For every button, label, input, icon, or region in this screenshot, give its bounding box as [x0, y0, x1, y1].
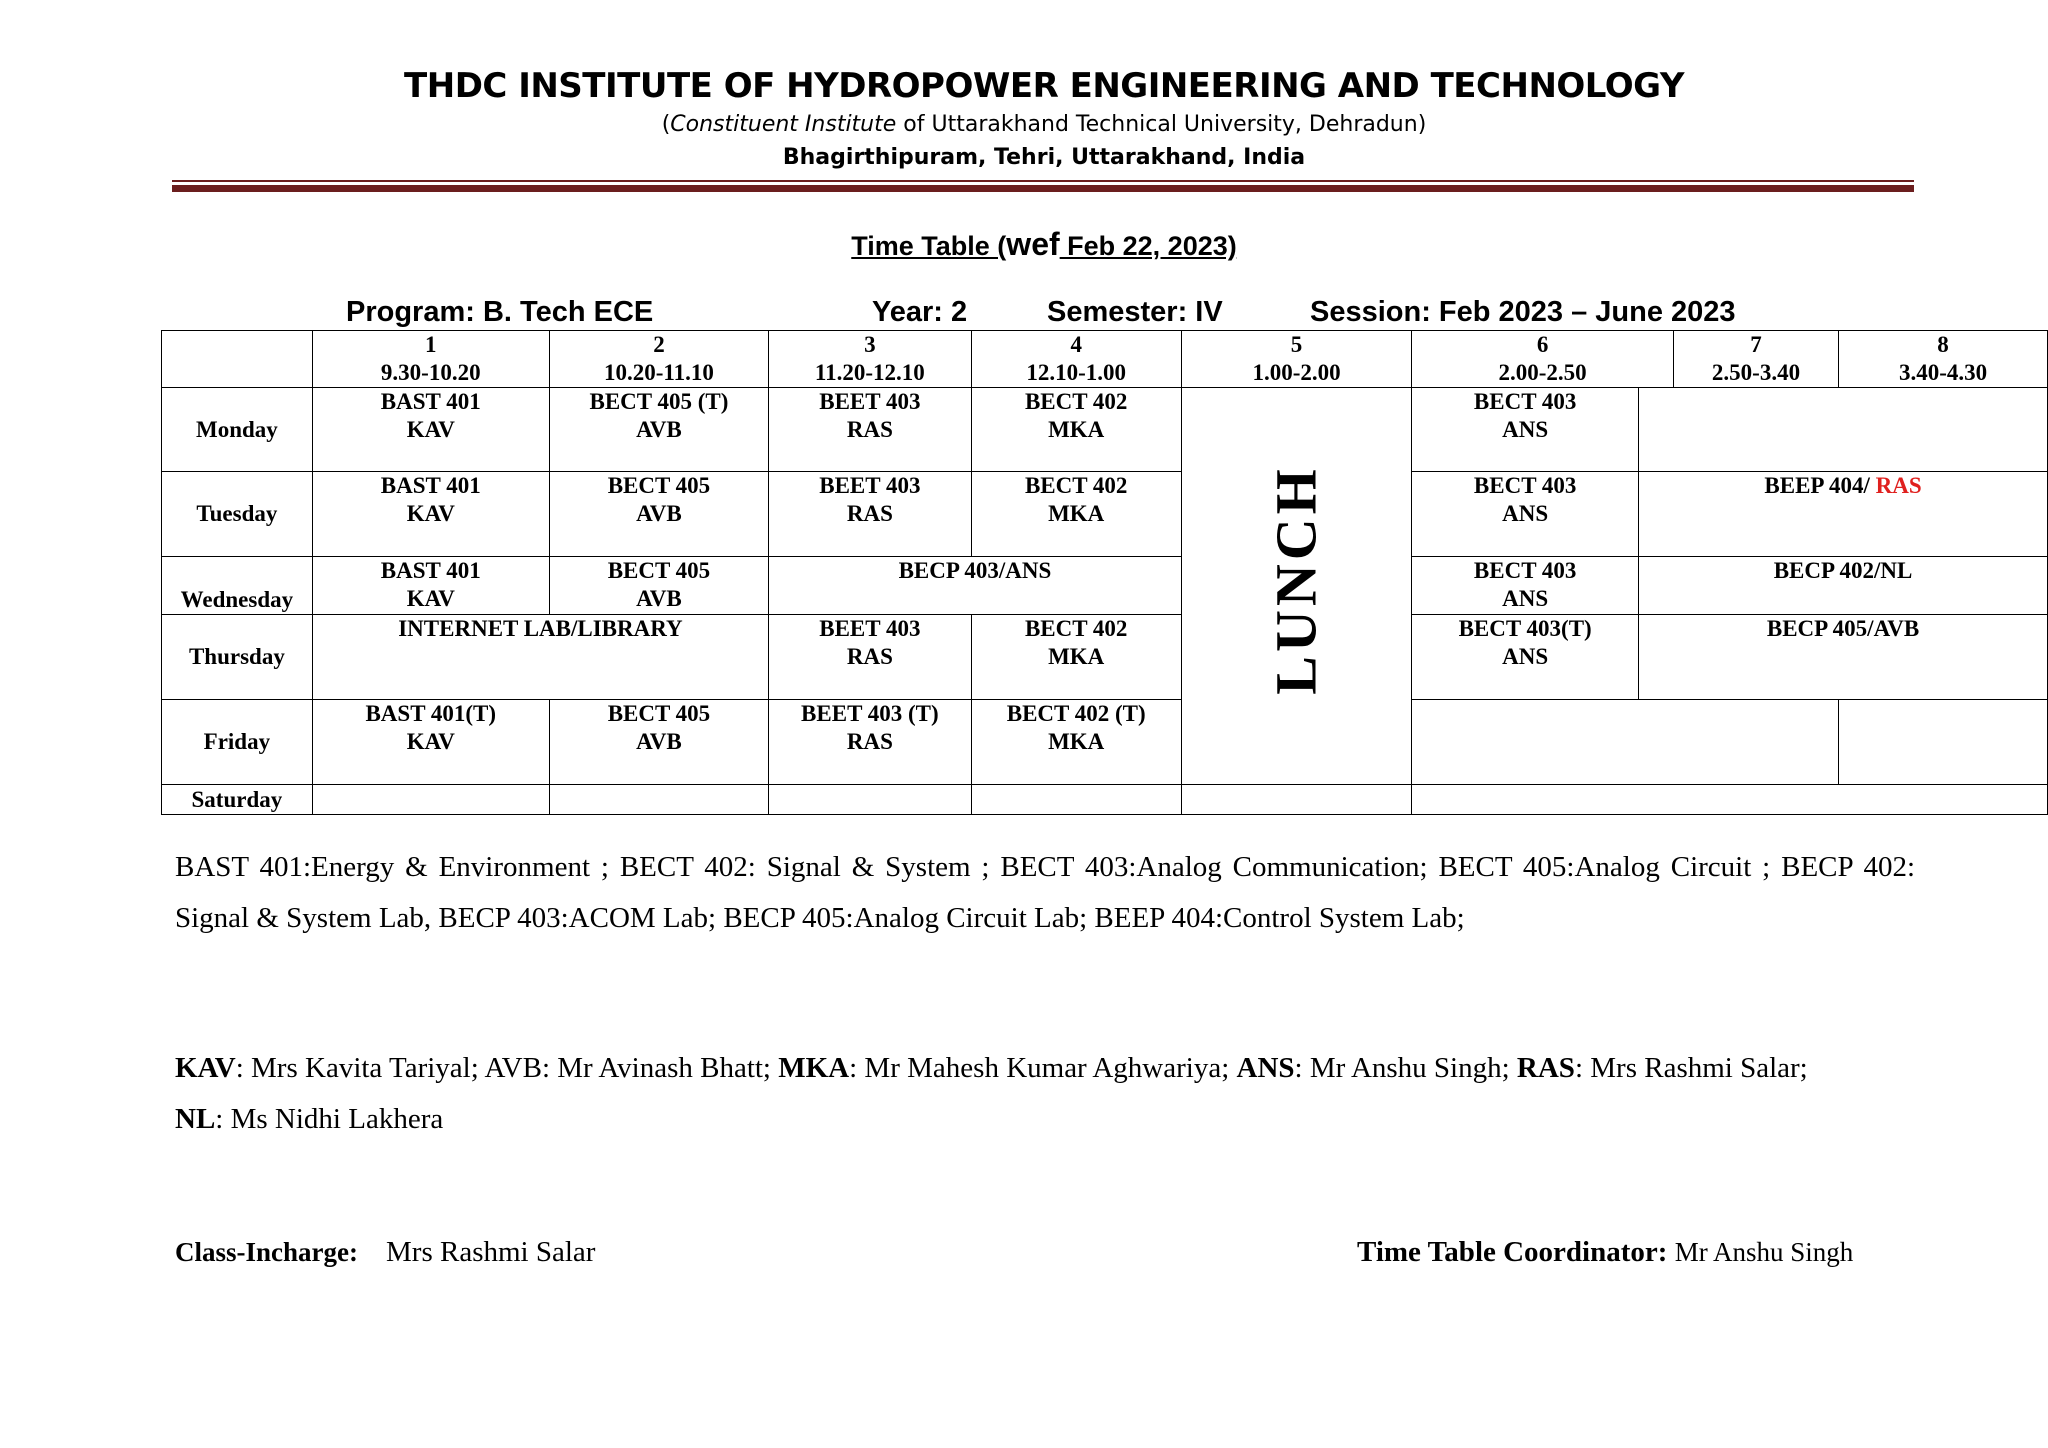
period-time: 2.00-2.50: [1498, 360, 1587, 385]
course-code: BECT 405 (T): [589, 389, 729, 414]
faculty-code: KAV: [406, 729, 455, 754]
cell-tuesday-p6: [1412, 472, 1639, 557]
class-incharge: [175, 1236, 595, 1269]
semester-label: Semester: IV: [1047, 296, 1223, 328]
course-code: BECT 403: [1473, 473, 1577, 498]
lunch-cell: [1181, 388, 1411, 785]
cell-saturday-p2: [549, 785, 768, 815]
institute-title: THDC INSTITUTE OF HYDROPOWER ENGINEERING AND TECHNOLOGY: [404, 66, 1684, 106]
course-code: BECT 402 (T): [1006, 701, 1146, 726]
cell-thursday-p4: [971, 615, 1181, 700]
cell-tuesday-lab: [1639, 472, 2048, 557]
faculty-code: KAV: [406, 501, 455, 526]
day-monday: Monday: [162, 388, 313, 472]
course-code: BEET 403 (T): [801, 701, 939, 726]
faculty-name-nl: : Ms Nidhi Lakhera: [215, 1103, 444, 1135]
cell-monday-p1: [312, 388, 549, 472]
course-code: BEET 403: [819, 389, 921, 414]
faculty-code: ANS: [1502, 501, 1549, 526]
cell-friday-afternoon-b: [1839, 700, 2048, 785]
faculty-code: RAS: [846, 729, 893, 754]
course-code: BEET 403: [819, 616, 921, 641]
cell-wednesday-lab: [1639, 557, 2048, 615]
timetable-coordinator: [1357, 1236, 1853, 1269]
period-3-header: [769, 331, 971, 388]
period-7-header: [1673, 331, 1838, 388]
course-code: BAST 401: [380, 558, 481, 583]
faculty-name-mka: : Mr Mahesh Kumar Aghwariya;: [849, 1052, 1237, 1084]
faculty-code: MKA: [1048, 729, 1105, 754]
cell-friday-afternoon-a: [1412, 700, 1839, 785]
cell-wednesday-p1: [312, 557, 549, 615]
coordinator-name: Mr Anshu Singh: [1674, 1237, 1854, 1267]
course-code: BECT 403(T): [1458, 616, 1592, 641]
faculty-code: MKA: [1048, 644, 1105, 669]
lab-course: BECP 403/ANS: [898, 558, 1052, 583]
period-5-header: [1181, 331, 1411, 388]
faculty-name-kav: : Mrs Kavita Tariyal;: [235, 1052, 485, 1084]
cell-friday-p1: [312, 700, 549, 785]
faculty-code-nl: NL: [175, 1103, 216, 1135]
cell-thursday-p12: [312, 615, 768, 700]
class-incharge-label: Class-Incharge:: [175, 1237, 358, 1267]
course-code: BAST 401: [380, 473, 481, 498]
faculty-code: ANS: [1502, 644, 1549, 669]
cell-thursday-p3: [769, 615, 971, 700]
faculty-name-ras: : Mrs Rashmi Salar;: [1574, 1052, 1808, 1084]
cell-monday-p4: [971, 388, 1181, 472]
period-time: 9.30-10.20: [380, 360, 481, 385]
cell-friday-p4: [971, 700, 1181, 785]
timetable-title: [0, 226, 2048, 263]
period-8-header: [1839, 331, 2048, 388]
cell-saturday-p1: [312, 785, 549, 815]
faculty-name-avb: : Mr Avinash Bhatt;: [541, 1052, 779, 1084]
faculty-code: AVB: [636, 501, 682, 526]
faculty-code: AVB: [636, 729, 682, 754]
faculty-code: KAV: [406, 586, 455, 611]
course-code: BECT 405: [607, 558, 711, 583]
faculty-code: ANS: [1502, 417, 1549, 442]
faculty-name-ans: : Mr Anshu Singh;: [1294, 1052, 1517, 1084]
cell-saturday-afternoon: [1412, 785, 2048, 815]
cell-friday-p3: [769, 700, 971, 785]
course-code: BECT 402: [1024, 389, 1128, 414]
course-code: BECT 403: [1473, 389, 1577, 414]
faculty-code-kav: KAV: [175, 1052, 236, 1084]
faculty-code: ANS: [1502, 586, 1549, 611]
period-number: 3: [864, 332, 876, 357]
faculty-code: MKA: [1048, 417, 1105, 442]
row-wednesday: [162, 557, 2048, 615]
day-friday: Friday: [162, 700, 313, 785]
period-1-header: [312, 331, 549, 388]
lunch-label: LUNCH: [1263, 465, 1329, 695]
cell-monday-p3: [769, 388, 971, 472]
cell-friday-p2: [549, 700, 768, 785]
timetable-grid: [161, 330, 2048, 815]
header-rule-thin: [172, 180, 1914, 182]
day-wednesday: Wednesday: [162, 557, 313, 615]
faculty-code: MKA: [1048, 501, 1105, 526]
affiliation-open: (: [661, 112, 671, 137]
faculty-code: RAS: [846, 501, 893, 526]
row-friday: [162, 700, 2048, 785]
faculty-code: AVB: [636, 417, 682, 442]
cell-wednesday-p34: [769, 557, 1182, 615]
day-saturday: Saturday: [162, 785, 313, 815]
period-number: 2: [653, 332, 665, 357]
period-time: 12.10-1.00: [1026, 360, 1127, 385]
year-label: Year: 2: [872, 296, 968, 328]
row-monday: [162, 388, 2048, 472]
faculty-code: RAS: [846, 644, 893, 669]
cell-saturday-p5: [1181, 785, 1411, 815]
subjects-legend: BAST 401:Energy & Environment ; BECT 402: Signal & System ; BECT 403:Analog Communication; BECT 405:Analog Circuit ; BECP 402: Signal & System Lab, BECP 403:ACOM Lab; BECP 405:Analog Circuit Lab; BEEP 404:Control System Lab;: [175, 851, 1915, 934]
header-rule-thick: [172, 185, 1914, 192]
period-6-header: [1412, 331, 1674, 388]
cell-thursday-lab: [1639, 615, 2048, 700]
period-time: 11.20-12.10: [814, 360, 925, 385]
lab-course: INTERNET LAB/LIBRARY: [398, 616, 683, 641]
period-number: 7: [1750, 332, 1762, 357]
day-tuesday: Tuesday: [162, 472, 313, 557]
row-tuesday: [162, 472, 2048, 557]
cell-tuesday-p2: [549, 472, 768, 557]
period-time: 10.20-11.10: [604, 360, 714, 385]
cell-wednesday-p6: [1412, 557, 1639, 615]
timetable-title-date: Feb 22, 2023): [1059, 231, 1237, 261]
row-thursday: [162, 615, 2048, 700]
course-code: BECT 403: [1473, 558, 1577, 583]
cell-thursday-p6: [1412, 615, 1639, 700]
cell-wednesday-p2: [549, 557, 768, 615]
period-2-header: [549, 331, 768, 388]
cell-monday-afternoon: [1639, 388, 2048, 472]
session-label: Session: Feb 2023 – June 2023: [1310, 296, 1736, 328]
period-header-row: [162, 331, 2048, 388]
course-code: BECT 405: [607, 701, 711, 726]
period-time: 2.50-3.40: [1711, 360, 1801, 385]
cell-tuesday-p1: [312, 472, 549, 557]
cell-saturday-p3: [769, 785, 971, 815]
faculty-legend: [175, 1043, 1915, 1145]
course-code: BAST 401: [380, 389, 481, 414]
period-number: 1: [425, 332, 437, 357]
timetable-title-prefix: Time Table (: [851, 231, 1007, 261]
timetable-title-wef: wef: [1006, 226, 1060, 262]
period-number: 6: [1536, 332, 1549, 357]
period-time: 1.00-2.00: [1252, 360, 1341, 385]
faculty-code-ans: ANS: [1236, 1052, 1295, 1084]
class-incharge-name: Mrs Rashmi Salar: [386, 1236, 596, 1268]
course-code: BECT 402: [1024, 473, 1128, 498]
lab-faculty: RAS: [1875, 473, 1922, 498]
day-thursday: Thursday: [162, 615, 313, 700]
row-saturday: [162, 785, 2048, 815]
faculty-code-ras: RAS: [1516, 1052, 1575, 1084]
period-4-header: [971, 331, 1181, 388]
faculty-code: RAS: [846, 417, 893, 442]
faculty-code: AVB: [636, 586, 682, 611]
corner-cell: [162, 331, 313, 388]
faculty-code-mka: MKA: [778, 1052, 850, 1084]
cell-saturday-p4: [971, 785, 1181, 815]
cell-tuesday-p3: [769, 472, 971, 557]
coordinator-label: Time Table Coordinator:: [1357, 1236, 1668, 1268]
cell-monday-p2: [549, 388, 768, 472]
cell-tuesday-p4: [971, 472, 1181, 557]
course-code: BECT 405: [607, 473, 711, 498]
institute-affiliation: [0, 112, 2048, 137]
faculty-code-avb: AVB: [484, 1052, 542, 1084]
affiliation-rest: of Uttarakhand Technical University, Dehradun): [896, 112, 1427, 137]
faculty-code: KAV: [406, 417, 455, 442]
affiliation-italic: Constituent Institute: [670, 112, 897, 137]
lab-course: BEEP 404/: [1764, 473, 1876, 498]
cell-monday-p6: [1412, 388, 1639, 472]
period-time: 3.40-4.30: [1898, 360, 1988, 385]
course-code: BAST 401(T): [365, 701, 497, 726]
period-number: 5: [1290, 332, 1303, 357]
course-code: BECT 402: [1024, 616, 1128, 641]
period-number: 8: [1937, 332, 1949, 357]
lab-course: BECP 405/AVB: [1766, 616, 1920, 641]
course-code: BEET 403: [819, 473, 921, 498]
program-label: Program: B. Tech ECE: [346, 296, 654, 328]
lab-course: BECP 402/NL: [1773, 558, 1913, 583]
institute-address: Bhagirthipuram, Tehri, Uttarakhand, India: [782, 145, 1306, 170]
period-number: 4: [1070, 332, 1082, 357]
